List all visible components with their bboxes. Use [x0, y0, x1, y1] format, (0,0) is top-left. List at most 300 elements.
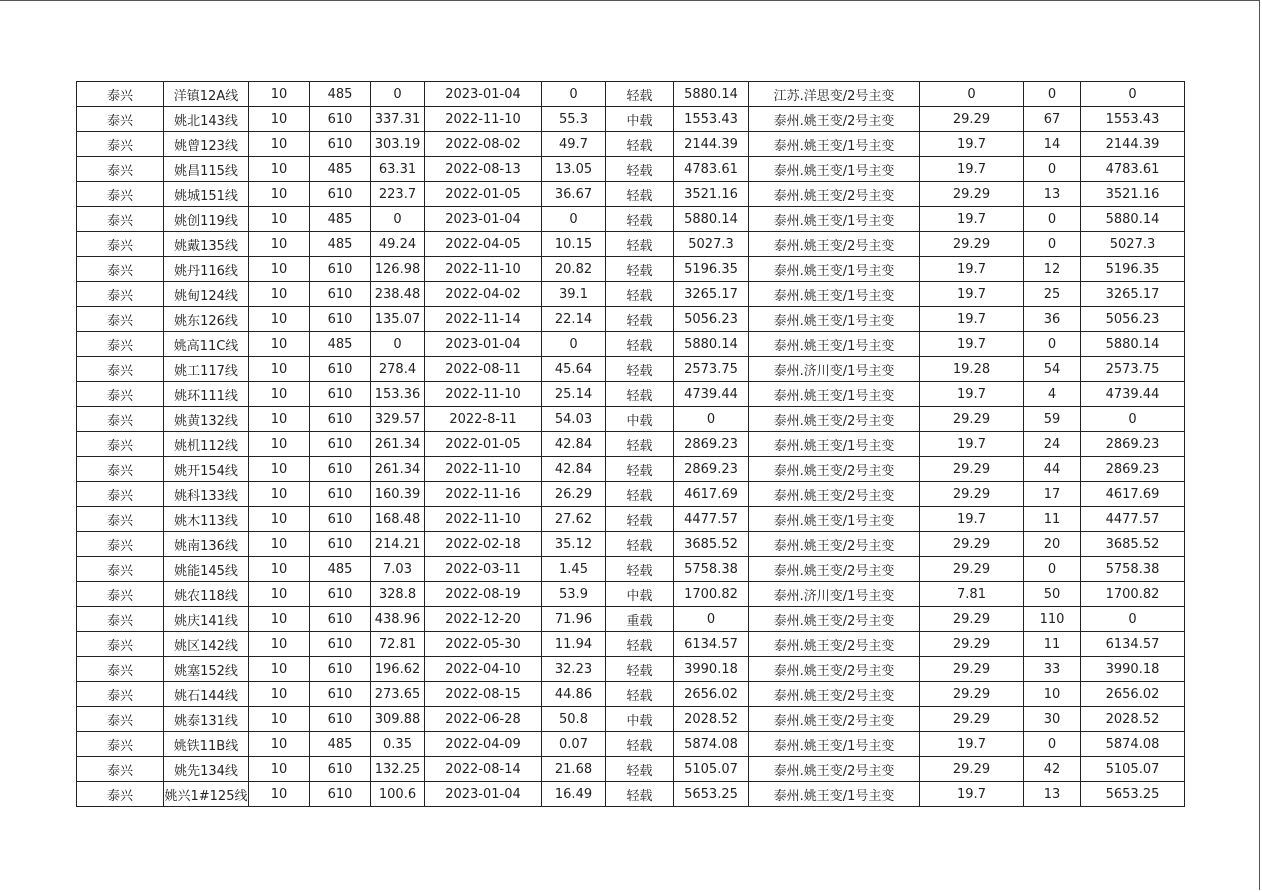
line-name-cell: 姚塞152线	[164, 657, 249, 682]
area-cell: 泰兴	[77, 482, 164, 507]
load-rate-cell: 26.29	[542, 482, 606, 507]
load-cell: 0	[371, 82, 425, 107]
transformer-load-rate-cell: 29.29	[920, 232, 1024, 257]
voltage-cell: 10	[249, 357, 310, 382]
available-capacity-cell: 2028.52	[674, 707, 749, 732]
available-capacity-cell: 5653.25	[674, 782, 749, 807]
table-row	[77, 232, 1185, 257]
capacity-cell: 610	[310, 607, 371, 632]
available-capacity-cell: 3685.52	[674, 532, 749, 557]
load-status-cell: 中载	[606, 707, 674, 732]
transformer-load-rate-cell: 19.7	[920, 132, 1024, 157]
load-rate-cell: 45.64	[542, 357, 606, 382]
load-cell: 132.25	[371, 757, 425, 782]
load-status-cell: 重载	[606, 607, 674, 632]
transformer-cell: 泰州.姚王变/1号主变	[749, 207, 920, 232]
line-name-cell: 姚区142线	[164, 632, 249, 657]
transformer-load-rate-cell: 19.7	[920, 207, 1024, 232]
remaining-capacity-cell: 5653.25	[1081, 782, 1185, 807]
area-cell: 泰兴	[77, 432, 164, 457]
load-status-cell: 轻载	[606, 307, 674, 332]
table-row	[77, 707, 1185, 732]
available-capacity-cell: 6134.57	[674, 632, 749, 657]
load-rate-cell: 22.14	[542, 307, 606, 332]
load-cell: 153.36	[371, 382, 425, 407]
date-cell: 2022-11-10	[425, 382, 542, 407]
transformer-load-rate-cell: 29.29	[920, 657, 1024, 682]
table-row	[77, 207, 1185, 232]
load-rate-cell: 20.82	[542, 257, 606, 282]
voltage-cell: 10	[249, 657, 310, 682]
load-cell: 273.65	[371, 682, 425, 707]
capacity-cell: 610	[310, 282, 371, 307]
capacity-cell: 610	[310, 307, 371, 332]
count-cell: 11	[1024, 632, 1081, 657]
transformer-cell: 泰州.姚王变/2号主变	[749, 182, 920, 207]
load-status-cell: 轻载	[606, 332, 674, 357]
remaining-capacity-cell: 1553.43	[1081, 107, 1185, 132]
remaining-capacity-cell: 5027.3	[1081, 232, 1185, 257]
date-cell: 2022-08-02	[425, 132, 542, 157]
count-cell: 0	[1024, 82, 1081, 107]
transformer-cell: 泰州.姚王变/2号主变	[749, 532, 920, 557]
table-row	[77, 657, 1185, 682]
area-cell: 泰兴	[77, 782, 164, 807]
line-name-cell: 姚甸124线	[164, 282, 249, 307]
capacity-cell: 610	[310, 257, 371, 282]
transformer-cell: 泰州.姚王变/2号主变	[749, 607, 920, 632]
transformer-cell: 泰州.姚王变/2号主变	[749, 682, 920, 707]
table-row	[77, 557, 1185, 582]
count-cell: 0	[1024, 557, 1081, 582]
capacity-cell: 485	[310, 207, 371, 232]
date-cell: 2022-01-05	[425, 182, 542, 207]
table-row	[77, 157, 1185, 182]
table-row	[77, 107, 1185, 132]
load-cell: 135.07	[371, 307, 425, 332]
date-cell: 2022-8-11	[425, 407, 542, 432]
capacity-cell: 610	[310, 682, 371, 707]
area-cell: 泰兴	[77, 532, 164, 557]
transformer-cell: 泰州.姚王变/2号主变	[749, 657, 920, 682]
date-cell: 2023-01-04	[425, 332, 542, 357]
load-rate-cell: 0	[542, 207, 606, 232]
available-capacity-cell: 3521.16	[674, 182, 749, 207]
load-cell: 223.7	[371, 182, 425, 207]
voltage-cell: 10	[249, 132, 310, 157]
capacity-cell: 610	[310, 532, 371, 557]
voltage-cell: 10	[249, 757, 310, 782]
transformer-load-rate-cell: 19.7	[920, 382, 1024, 407]
feeder-load-table	[76, 81, 1185, 807]
capacity-cell: 485	[310, 557, 371, 582]
table-row	[77, 307, 1185, 332]
transformer-load-rate-cell: 29.29	[920, 532, 1024, 557]
available-capacity-cell: 4739.44	[674, 382, 749, 407]
count-cell: 12	[1024, 257, 1081, 282]
table-row	[77, 457, 1185, 482]
load-rate-cell: 21.68	[542, 757, 606, 782]
load-cell: 168.48	[371, 507, 425, 532]
transformer-load-rate-cell: 19.7	[920, 157, 1024, 182]
voltage-cell: 10	[249, 382, 310, 407]
area-cell: 泰兴	[77, 607, 164, 632]
count-cell: 14	[1024, 132, 1081, 157]
area-cell: 泰兴	[77, 257, 164, 282]
transformer-cell: 泰州.姚王变/1号主变	[749, 307, 920, 332]
transformer-cell: 泰州.济川变/1号主变	[749, 357, 920, 382]
transformer-load-rate-cell: 19.7	[920, 507, 1024, 532]
available-capacity-cell: 4477.57	[674, 507, 749, 532]
transformer-load-rate-cell: 19.7	[920, 257, 1024, 282]
transformer-load-rate-cell: 29.29	[920, 407, 1024, 432]
capacity-cell: 610	[310, 457, 371, 482]
count-cell: 25	[1024, 282, 1081, 307]
load-cell: 309.88	[371, 707, 425, 732]
transformer-cell: 泰州.姚王变/2号主变	[749, 232, 920, 257]
count-cell: 54	[1024, 357, 1081, 382]
transformer-load-rate-cell: 19.7	[920, 432, 1024, 457]
available-capacity-cell: 4617.69	[674, 482, 749, 507]
capacity-cell: 610	[310, 407, 371, 432]
load-rate-cell: 1.45	[542, 557, 606, 582]
remaining-capacity-cell: 2573.75	[1081, 357, 1185, 382]
load-status-cell: 轻载	[606, 457, 674, 482]
remaining-capacity-cell: 3685.52	[1081, 532, 1185, 557]
count-cell: 0	[1024, 232, 1081, 257]
line-name-cell: 姚能145线	[164, 557, 249, 582]
available-capacity-cell: 3990.18	[674, 657, 749, 682]
remaining-capacity-cell: 4739.44	[1081, 382, 1185, 407]
date-cell: 2022-04-05	[425, 232, 542, 257]
table-row	[77, 382, 1185, 407]
count-cell: 59	[1024, 407, 1081, 432]
capacity-cell: 610	[310, 632, 371, 657]
line-name-cell: 姚环111线	[164, 382, 249, 407]
transformer-cell: 泰州.姚王变/1号主变	[749, 332, 920, 357]
load-rate-cell: 55.3	[542, 107, 606, 132]
load-cell: 196.62	[371, 657, 425, 682]
area-cell: 泰兴	[77, 182, 164, 207]
voltage-cell: 10	[249, 182, 310, 207]
available-capacity-cell: 5880.14	[674, 82, 749, 107]
transformer-cell: 泰州.济川变/1号主变	[749, 582, 920, 607]
area-cell: 泰兴	[77, 207, 164, 232]
load-rate-cell: 0.07	[542, 732, 606, 757]
date-cell: 2022-04-10	[425, 657, 542, 682]
count-cell: 44	[1024, 457, 1081, 482]
date-cell: 2022-08-19	[425, 582, 542, 607]
load-status-cell: 轻载	[606, 232, 674, 257]
area-cell: 泰兴	[77, 407, 164, 432]
load-rate-cell: 42.84	[542, 457, 606, 482]
date-cell: 2022-04-09	[425, 732, 542, 757]
voltage-cell: 10	[249, 682, 310, 707]
date-cell: 2023-01-04	[425, 207, 542, 232]
load-cell: 63.31	[371, 157, 425, 182]
line-name-cell: 姚昌115线	[164, 157, 249, 182]
transformer-load-rate-cell: 29.29	[920, 607, 1024, 632]
remaining-capacity-cell: 4617.69	[1081, 482, 1185, 507]
count-cell: 42	[1024, 757, 1081, 782]
area-cell: 泰兴	[77, 82, 164, 107]
load-status-cell: 轻载	[606, 482, 674, 507]
load-cell: 160.39	[371, 482, 425, 507]
table-row	[77, 257, 1185, 282]
date-cell: 2022-04-02	[425, 282, 542, 307]
load-status-cell: 轻载	[606, 532, 674, 557]
voltage-cell: 10	[249, 282, 310, 307]
voltage-cell: 10	[249, 107, 310, 132]
transformer-load-rate-cell: 29.29	[920, 482, 1024, 507]
load-rate-cell: 39.1	[542, 282, 606, 307]
area-cell: 泰兴	[77, 682, 164, 707]
transformer-load-rate-cell: 0	[920, 82, 1024, 107]
count-cell: 10	[1024, 682, 1081, 707]
date-cell: 2023-01-04	[425, 82, 542, 107]
load-cell: 278.4	[371, 357, 425, 382]
table-body	[77, 82, 1185, 807]
count-cell: 4	[1024, 382, 1081, 407]
date-cell: 2022-11-16	[425, 482, 542, 507]
voltage-cell: 10	[249, 157, 310, 182]
capacity-cell: 485	[310, 332, 371, 357]
table-row	[77, 407, 1185, 432]
transformer-load-rate-cell: 19.7	[920, 332, 1024, 357]
transformer-cell: 泰州.姚王变/1号主变	[749, 432, 920, 457]
voltage-cell: 10	[249, 582, 310, 607]
transformer-load-rate-cell: 29.29	[920, 557, 1024, 582]
transformer-cell: 江苏.洋思变/2号主变	[749, 82, 920, 107]
table-row	[77, 532, 1185, 557]
area-cell: 泰兴	[77, 757, 164, 782]
line-name-cell: 姚木113线	[164, 507, 249, 532]
line-name-cell: 洋镇12A线	[164, 82, 249, 107]
count-cell: 0	[1024, 332, 1081, 357]
load-status-cell: 中载	[606, 407, 674, 432]
date-cell: 2022-08-13	[425, 157, 542, 182]
transformer-cell: 泰州.姚王变/1号主变	[749, 782, 920, 807]
load-rate-cell: 16.49	[542, 782, 606, 807]
available-capacity-cell: 2656.02	[674, 682, 749, 707]
line-name-cell: 姚科133线	[164, 482, 249, 507]
area-cell: 泰兴	[77, 582, 164, 607]
load-status-cell: 轻载	[606, 207, 674, 232]
remaining-capacity-cell: 3265.17	[1081, 282, 1185, 307]
line-name-cell: 姚兴1#125线	[164, 782, 249, 807]
date-cell: 2023-01-04	[425, 782, 542, 807]
capacity-cell: 610	[310, 132, 371, 157]
table-row	[77, 182, 1185, 207]
line-name-cell: 姚城151线	[164, 182, 249, 207]
voltage-cell: 10	[249, 632, 310, 657]
voltage-cell: 10	[249, 532, 310, 557]
capacity-cell: 610	[310, 107, 371, 132]
load-cell: 0.35	[371, 732, 425, 757]
line-name-cell: 姚戴135线	[164, 232, 249, 257]
remaining-capacity-cell: 0	[1081, 82, 1185, 107]
capacity-cell: 610	[310, 707, 371, 732]
date-cell: 2022-08-11	[425, 357, 542, 382]
load-rate-cell: 44.86	[542, 682, 606, 707]
voltage-cell: 10	[249, 782, 310, 807]
count-cell: 13	[1024, 782, 1081, 807]
table-row	[77, 607, 1185, 632]
remaining-capacity-cell: 4783.61	[1081, 157, 1185, 182]
remaining-capacity-cell: 2869.23	[1081, 432, 1185, 457]
load-status-cell: 轻载	[606, 682, 674, 707]
table-row	[77, 132, 1185, 157]
line-name-cell: 姚曾123线	[164, 132, 249, 157]
available-capacity-cell: 5105.07	[674, 757, 749, 782]
capacity-cell: 610	[310, 582, 371, 607]
remaining-capacity-cell: 5758.38	[1081, 557, 1185, 582]
available-capacity-cell: 4783.61	[674, 157, 749, 182]
load-status-cell: 轻载	[606, 282, 674, 307]
date-cell: 2022-08-14	[425, 757, 542, 782]
available-capacity-cell: 0	[674, 607, 749, 632]
table-row	[77, 582, 1185, 607]
transformer-cell: 泰州.姚王变/2号主变	[749, 557, 920, 582]
capacity-cell: 610	[310, 382, 371, 407]
area-cell: 泰兴	[77, 282, 164, 307]
remaining-capacity-cell: 1700.82	[1081, 582, 1185, 607]
count-cell: 17	[1024, 482, 1081, 507]
count-cell: 13	[1024, 182, 1081, 207]
load-rate-cell: 13.05	[542, 157, 606, 182]
line-name-cell: 姚庆141线	[164, 607, 249, 632]
load-rate-cell: 49.7	[542, 132, 606, 157]
transformer-cell: 泰州.姚王变/1号主变	[749, 382, 920, 407]
area-cell: 泰兴	[77, 557, 164, 582]
line-name-cell: 姚南136线	[164, 532, 249, 557]
count-cell: 20	[1024, 532, 1081, 557]
voltage-cell: 10	[249, 557, 310, 582]
remaining-capacity-cell: 2144.39	[1081, 132, 1185, 157]
remaining-capacity-cell: 5880.14	[1081, 332, 1185, 357]
load-status-cell: 轻载	[606, 657, 674, 682]
available-capacity-cell: 5196.35	[674, 257, 749, 282]
load-status-cell: 轻载	[606, 732, 674, 757]
load-rate-cell: 54.03	[542, 407, 606, 432]
transformer-load-rate-cell: 19.7	[920, 307, 1024, 332]
line-name-cell: 姚先134线	[164, 757, 249, 782]
transformer-load-rate-cell: 29.29	[920, 182, 1024, 207]
remaining-capacity-cell: 2869.23	[1081, 457, 1185, 482]
table-row	[77, 632, 1185, 657]
transformer-load-rate-cell: 7.81	[920, 582, 1024, 607]
date-cell: 2022-05-30	[425, 632, 542, 657]
table-row	[77, 432, 1185, 457]
remaining-capacity-cell: 4477.57	[1081, 507, 1185, 532]
load-status-cell: 轻载	[606, 757, 674, 782]
area-cell: 泰兴	[77, 632, 164, 657]
voltage-cell: 10	[249, 82, 310, 107]
load-rate-cell: 35.12	[542, 532, 606, 557]
table-row	[77, 757, 1185, 782]
line-name-cell: 姚工117线	[164, 357, 249, 382]
load-cell: 0	[371, 332, 425, 357]
transformer-cell: 泰州.姚王变/1号主变	[749, 507, 920, 532]
transformer-load-rate-cell: 29.29	[920, 457, 1024, 482]
load-cell: 214.21	[371, 532, 425, 557]
table-row	[77, 507, 1185, 532]
capacity-cell: 610	[310, 482, 371, 507]
line-name-cell: 姚高11C线	[164, 332, 249, 357]
voltage-cell: 10	[249, 432, 310, 457]
load-status-cell: 轻载	[606, 257, 674, 282]
table-row	[77, 82, 1185, 107]
remaining-capacity-cell: 6134.57	[1081, 632, 1185, 657]
remaining-capacity-cell: 2028.52	[1081, 707, 1185, 732]
count-cell: 33	[1024, 657, 1081, 682]
voltage-cell: 10	[249, 257, 310, 282]
table-row	[77, 332, 1185, 357]
transformer-cell: 泰州.姚王变/2号主变	[749, 632, 920, 657]
load-status-cell: 轻载	[606, 157, 674, 182]
transformer-cell: 泰州.姚王变/1号主变	[749, 257, 920, 282]
available-capacity-cell: 5056.23	[674, 307, 749, 332]
capacity-cell: 485	[310, 82, 371, 107]
voltage-cell: 10	[249, 307, 310, 332]
available-capacity-cell: 2869.23	[674, 457, 749, 482]
table-row	[77, 482, 1185, 507]
load-status-cell: 轻载	[606, 357, 674, 382]
load-status-cell: 中载	[606, 107, 674, 132]
load-cell: 261.34	[371, 457, 425, 482]
voltage-cell: 10	[249, 457, 310, 482]
area-cell: 泰兴	[77, 707, 164, 732]
date-cell: 2022-11-10	[425, 457, 542, 482]
load-cell: 100.6	[371, 782, 425, 807]
load-cell: 329.57	[371, 407, 425, 432]
count-cell: 50	[1024, 582, 1081, 607]
remaining-capacity-cell: 5105.07	[1081, 757, 1185, 782]
load-cell: 337.31	[371, 107, 425, 132]
transformer-cell: 泰州.姚王变/1号主变	[749, 157, 920, 182]
line-name-cell: 姚丹116线	[164, 257, 249, 282]
line-name-cell: 姚创119线	[164, 207, 249, 232]
line-name-cell: 姚北143线	[164, 107, 249, 132]
available-capacity-cell: 5880.14	[674, 332, 749, 357]
load-status-cell: 中载	[606, 582, 674, 607]
line-name-cell: 姚机112线	[164, 432, 249, 457]
voltage-cell: 10	[249, 607, 310, 632]
load-rate-cell: 42.84	[542, 432, 606, 457]
transformer-cell: 泰州.姚王变/2号主变	[749, 407, 920, 432]
voltage-cell: 10	[249, 507, 310, 532]
voltage-cell: 10	[249, 732, 310, 757]
voltage-cell: 10	[249, 707, 310, 732]
voltage-cell: 10	[249, 407, 310, 432]
line-name-cell: 姚农118线	[164, 582, 249, 607]
transformer-cell: 泰州.姚王变/2号主变	[749, 482, 920, 507]
date-cell: 2022-06-28	[425, 707, 542, 732]
line-name-cell: 姚东126线	[164, 307, 249, 332]
line-name-cell: 姚铁11B线	[164, 732, 249, 757]
load-rate-cell: 32.23	[542, 657, 606, 682]
load-cell: 303.19	[371, 132, 425, 157]
table-row	[77, 682, 1185, 707]
area-cell: 泰兴	[77, 107, 164, 132]
count-cell: 11	[1024, 507, 1081, 532]
transformer-load-rate-cell: 29.29	[920, 632, 1024, 657]
area-cell: 泰兴	[77, 382, 164, 407]
remaining-capacity-cell: 5880.14	[1081, 207, 1185, 232]
transformer-cell: 泰州.姚王变/2号主变	[749, 107, 920, 132]
transformer-cell: 泰州.姚王变/1号主变	[749, 282, 920, 307]
load-status-cell: 轻载	[606, 632, 674, 657]
